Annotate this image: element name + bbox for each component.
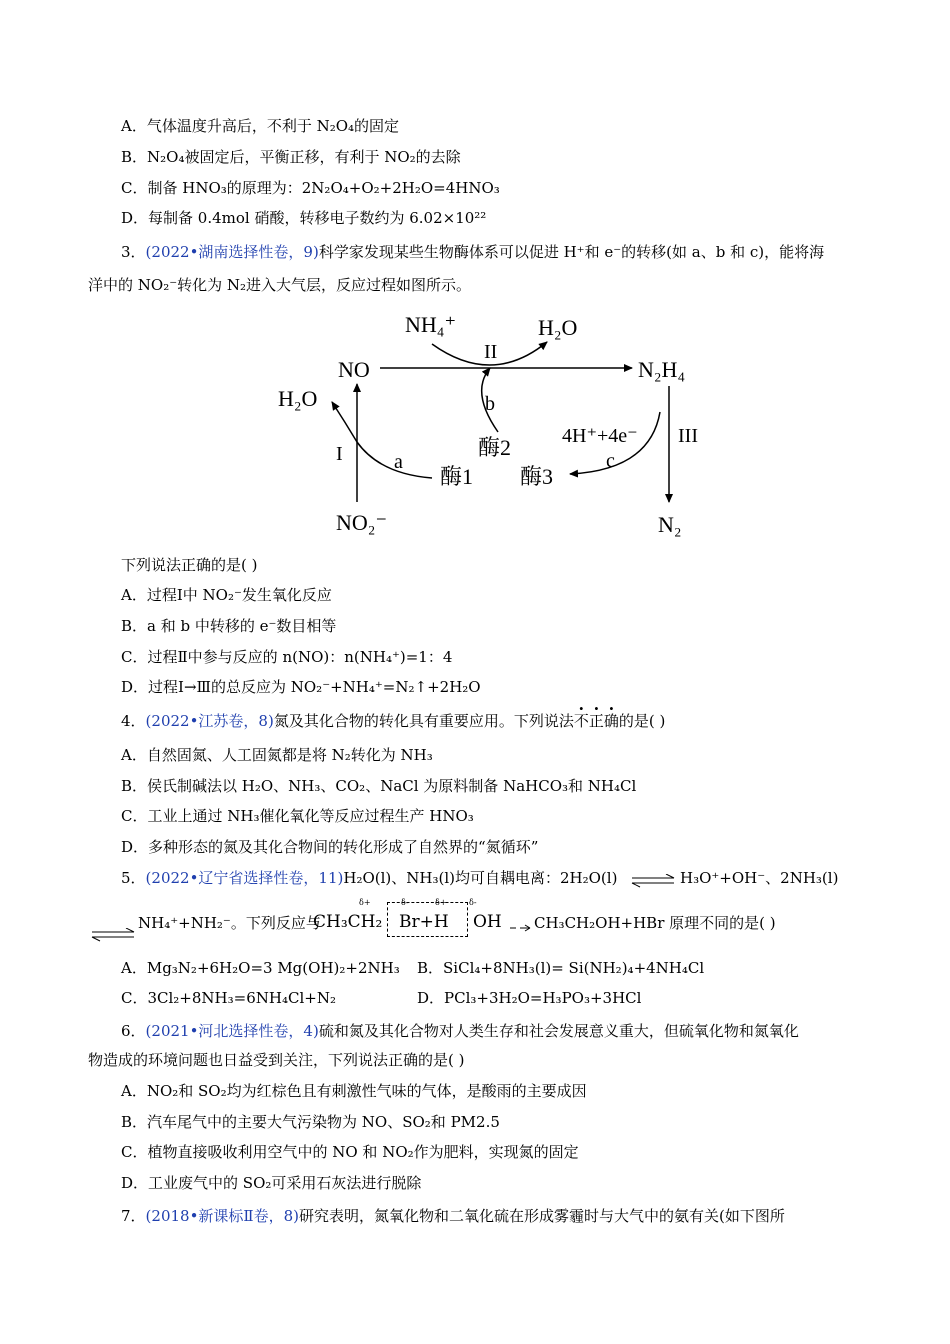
label-nh4: NH₄⁺ (405, 312, 457, 337)
q7-source: (2018•新课标Ⅱ卷，8) (145, 1207, 300, 1225)
label-b: b (485, 393, 495, 415)
label-ii: II (484, 341, 498, 363)
q2-option-d: D．每制备 0.4mol 硝酸，转移电子数约为 6.02×10²² (121, 209, 487, 227)
q3-ask: 下列说法正确的是( ) (121, 556, 258, 574)
emphasis-char: 确 (603, 712, 619, 730)
q6-option-b: B．汽车尾气中的主要大气污染物为 NO、SO₂和 PM2.5 (121, 1113, 500, 1131)
label-enzyme1: 酶1 (440, 464, 474, 489)
label-h2o-left: H₂O (278, 386, 318, 411)
reaction-arrow (508, 922, 532, 934)
label-enzyme2: 酶2 (478, 435, 512, 460)
q4-option-a: A．自然固氮、人工固氮都是将 N₂转化为 NH₃ (121, 746, 433, 764)
q7-stem-line1 (121, 1206, 785, 1226)
formula-br-h: Br+H (399, 912, 449, 932)
q6-option-d: D．工业废气中的 SO₂可采用石灰法进行脱除 (121, 1174, 422, 1192)
q6-stem-line2: 物造成的环境问题也日益受到关注，下列说法正确的是( ) (88, 1051, 465, 1069)
q3-option-d: D．过程Ⅰ→Ⅲ的总反应为 NO₂⁻+NH₄⁺=N₂↑+2H₂O (121, 678, 481, 696)
q3-option-b: B．a 和 b 中转移的 e⁻数目相等 (121, 617, 337, 635)
q3-stem-line1 (121, 242, 824, 262)
q5-option-b: B．SiCl₄+8NH₃(l)= Si(NH₂)₄+4NH₄Cl (417, 959, 705, 977)
q6-source: (2021•河北选择性卷，4) (145, 1022, 319, 1040)
q7-stem-text1: 研究表明，氮氧化物和二氧化硫在形成雾霾时与大气中的氨有关(如下图所 (299, 1207, 785, 1225)
label-no: NO (338, 357, 370, 382)
mechanism-formula (313, 898, 533, 942)
q2-option-a: A．气体温度升高后，不利于 N₂O₄的固定 (121, 117, 400, 135)
q5-source: (2022•辽宁省选择性卷，11) (145, 869, 344, 887)
q5-option-d: D．PCl₃+3H₂O=H₃PO₃+3HCl (417, 989, 642, 1007)
delta-3: δ+ (435, 898, 447, 907)
label-n2h4: N₂H₄ (638, 357, 686, 382)
label-no2: NO₂⁻ (336, 510, 388, 535)
label-enzyme3: 酶3 (520, 464, 554, 489)
label-i: I (336, 443, 343, 465)
q3-option-a: A．过程Ⅰ中 NO₂⁻发生氧化反应 (121, 586, 332, 604)
q4-stem (121, 711, 665, 731)
label-n2: N₂ (658, 512, 682, 537)
q2-option-b: B．N₂O₄被固定后，平衡正移，有利于 NO₂的去除 (121, 148, 461, 166)
q4-option-d: D．多种形态的氮及其化合物间的转化形成了自然界的“氮循环” (121, 838, 539, 856)
q4-number: 4． (121, 712, 146, 730)
label-iii: III (678, 425, 698, 447)
q5-stem-text2b: CH₃CH₂OH+HBr 原理不同的是( ) (534, 914, 776, 932)
q6-stem-text1: 硫和氮及其化合物对人类生存和社会发展意义重大，但硫氧化物和氮氧化 (318, 1022, 799, 1040)
q4-option-b: B．侯氏制碱法以 H₂O、NH₃、CO₂、NaCl 为原料制备 NaHCO₃和 NH₄Cl (121, 777, 637, 795)
formula-ch3ch2: CH₃CH₂ (313, 912, 383, 932)
q3-option-c: C．过程Ⅱ中参与反应的 n(NO)：n(NH₄⁺)=1：4 (121, 648, 453, 666)
q6-stem-line1 (121, 1021, 799, 1041)
emphasis-char: 正 (588, 712, 604, 730)
equilibrium-arrow-1 (630, 874, 676, 888)
q5-stem-text1: H₂O(l)、NH₃(l)均可自耦电离：2H₂O(l) (343, 869, 618, 887)
label-a: a (394, 451, 403, 473)
q3-number: 3． (121, 243, 146, 261)
q5-stem-line1 (121, 868, 617, 888)
q3-reaction-diagram (270, 302, 710, 547)
q2-option-c: C．制备 HNO₃的原理为：2N₂O₄+O₂+2H₂O=4HNO₃ (121, 179, 500, 197)
q7-number: 7． (121, 1207, 146, 1225)
equilibrium-arrow-2 (90, 928, 136, 942)
q5-option-c: C．3Cl₂+8NH₃=6NH₄Cl+N₂ (121, 989, 336, 1007)
q4-emphasis-text (574, 712, 619, 730)
label-h2o-top: H₂O (538, 315, 578, 340)
q4-stem-tail: 的是( ) (618, 712, 666, 730)
formula-oh: OH (473, 912, 502, 932)
q3-stem-text1: 科学家发现某些生物酶体系可以促进 H⁺和 e⁻的转移(如 a、b 和 c)，能将海 (318, 243, 825, 261)
q4-option-c: C．工业上通过 NH₃催化氧化等反应过程生产 HNO₃ (121, 807, 474, 825)
emphasis-char: 不 (573, 712, 589, 730)
q6-number: 6． (121, 1022, 146, 1040)
q5-option-a: A．Mg₃N₂+6H₂O=3 Mg(OH)₂+2NH₃ (121, 959, 400, 977)
q4-stem-text: 氮及其化合物的转化具有重要应用。下列说法 (273, 712, 574, 730)
delta-4: δ- (469, 898, 477, 907)
q3-source: (2022•湖南选择性卷，9) (145, 243, 319, 261)
q5-stem-text1b: H₃O⁺+OH⁻、2NH₃(l) (680, 869, 839, 887)
label-c: c (606, 450, 615, 472)
q4-source: (2022•江苏卷，8) (145, 712, 274, 730)
q5-number: 5． (121, 869, 146, 887)
q3-stem-line2: 洋中的 NO₂⁻转化为 N₂进入大气层，反应过程如图所示。 (88, 276, 472, 294)
q6-option-c: C．植物直接吸收利用空气中的 NO 和 NO₂作为肥料，实现氮的固定 (121, 1143, 579, 1161)
label-4h-4e: 4H⁺+4e⁻ (562, 425, 638, 447)
q6-option-a: A．NO₂和 SO₂均为红棕色且有刺激性气味的气体，是酸雨的主要成因 (121, 1082, 587, 1100)
q5-stem-text2a: NH₄⁺+NH₂⁻。下列反应与 (138, 914, 321, 932)
delta-2: δ- (401, 898, 409, 907)
delta-1: δ+ (359, 898, 371, 907)
